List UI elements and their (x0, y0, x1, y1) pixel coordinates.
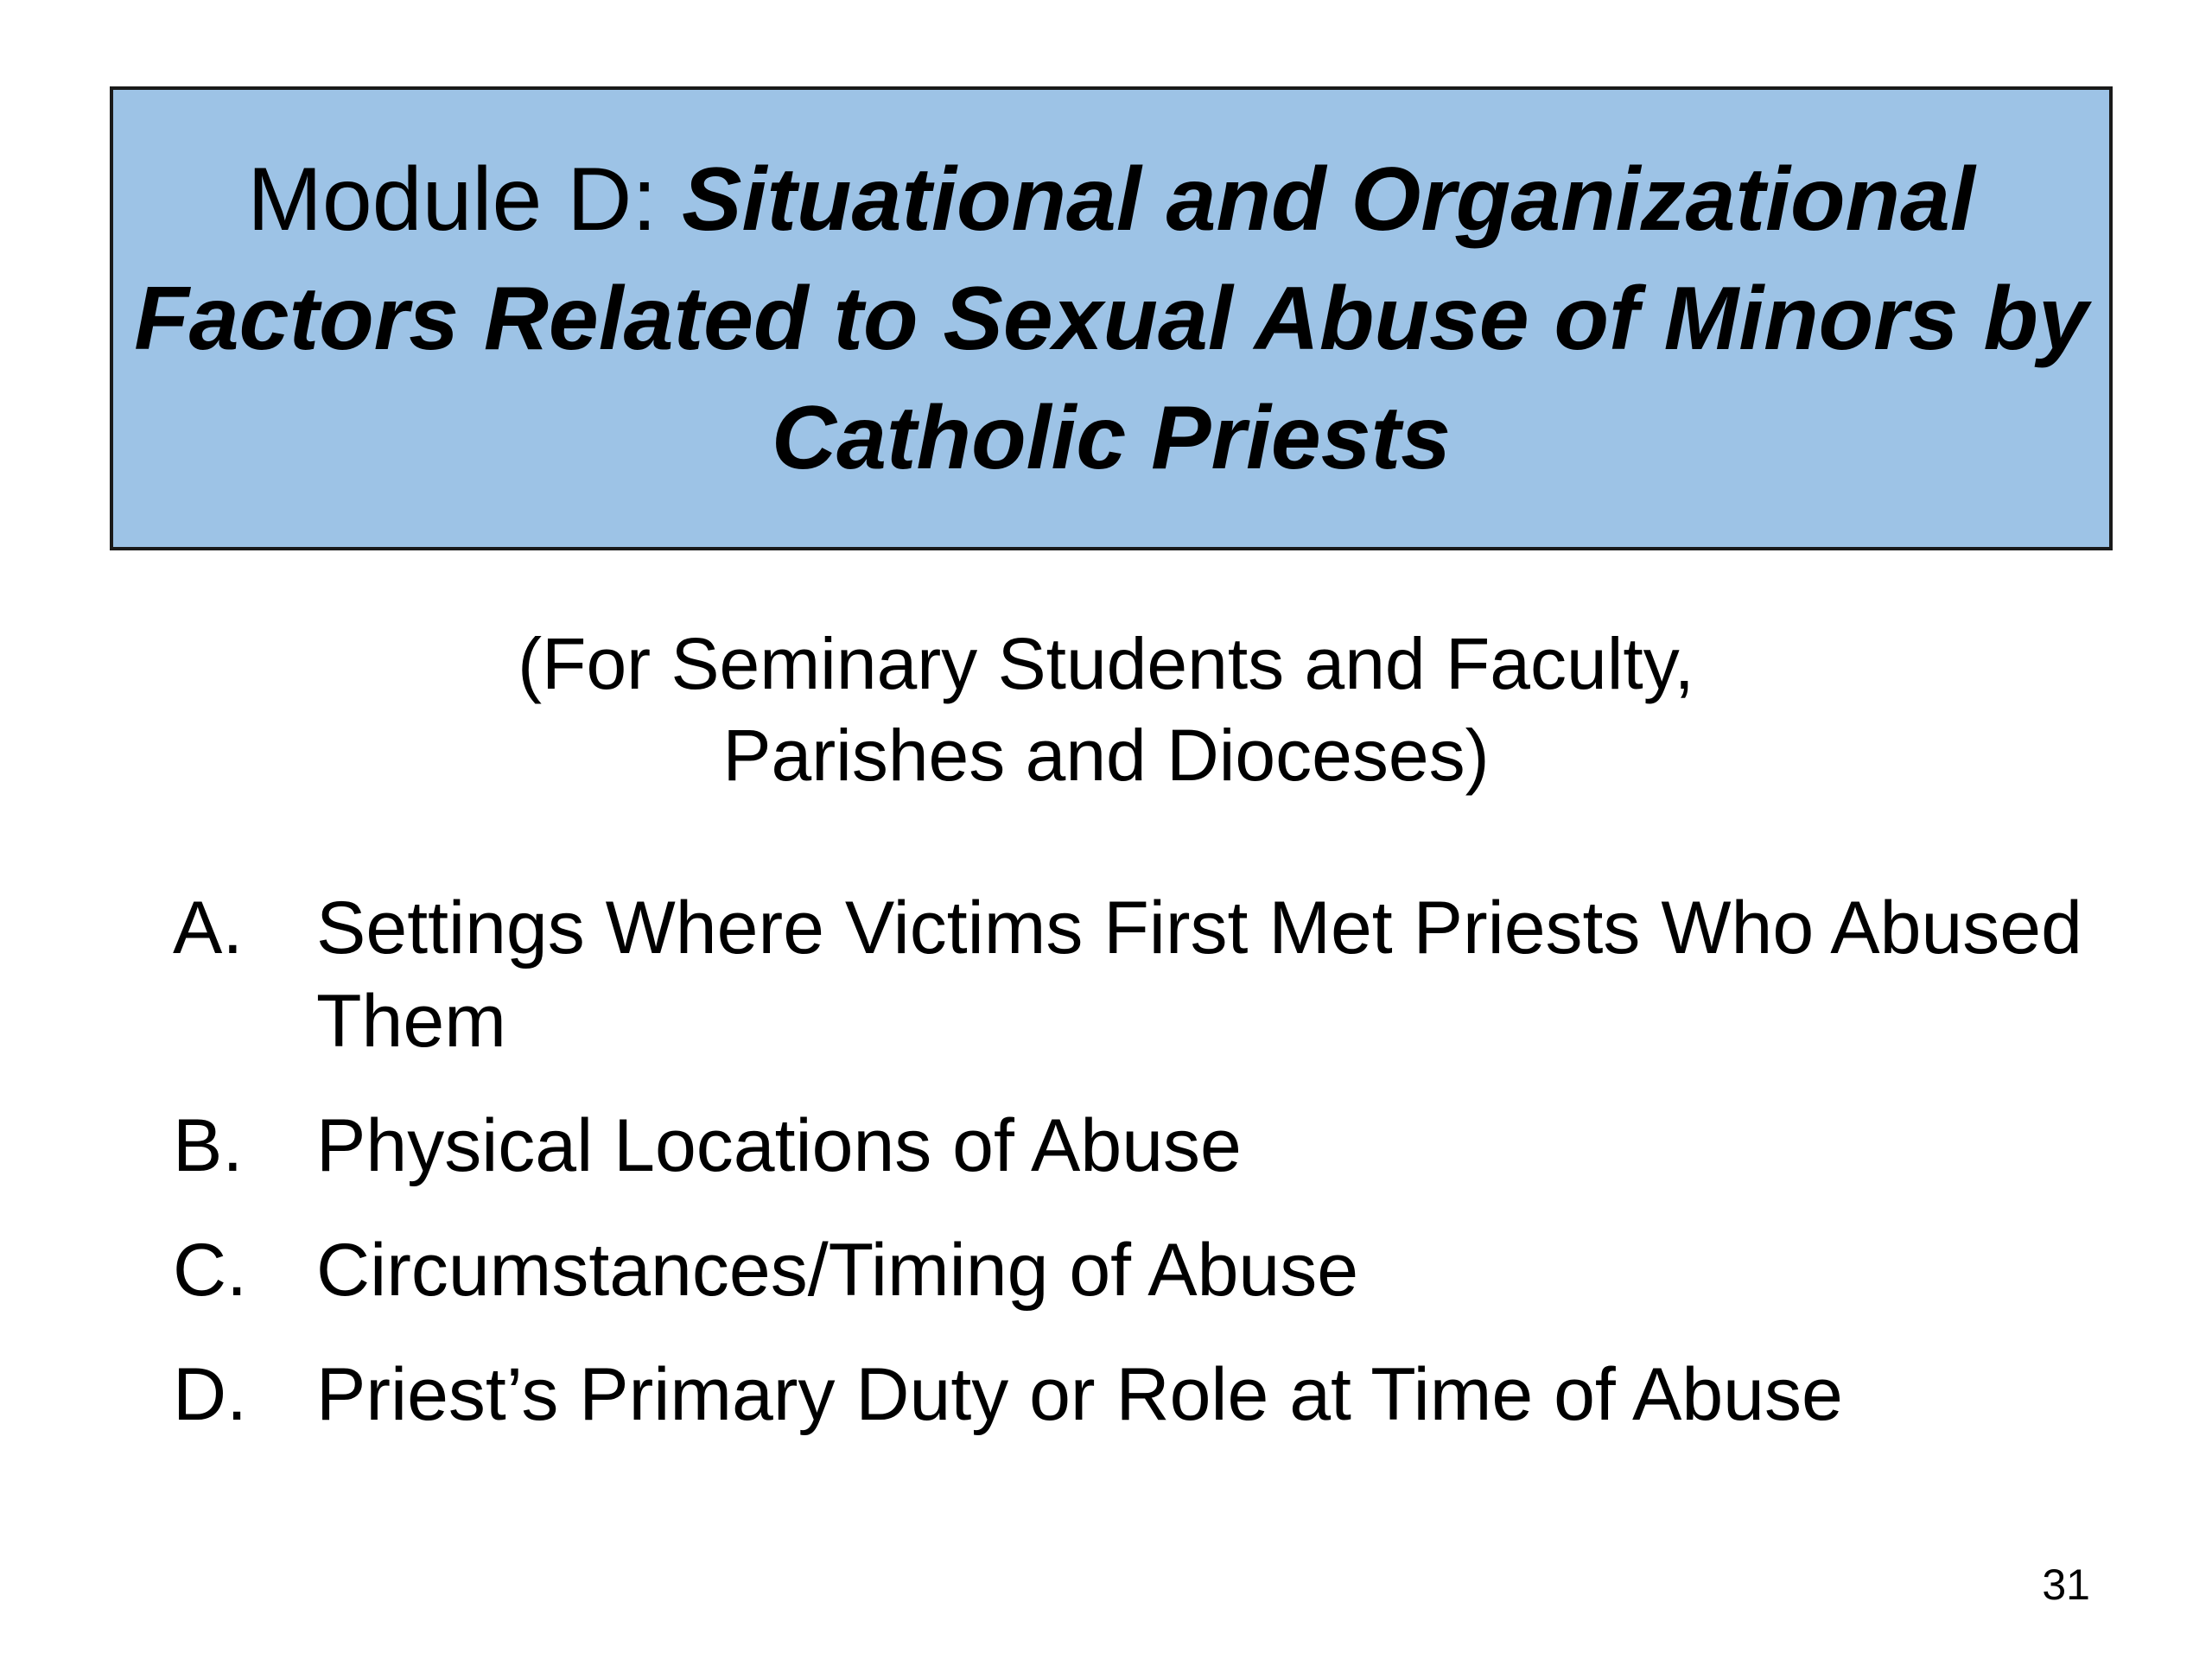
outline-text: Settings Where Victims First Met Priests Who Abused Them (316, 887, 2082, 1063)
page-number: 31 (2042, 1560, 2090, 1609)
outline-marker: A. (173, 887, 244, 969)
outline-item-b (173, 1099, 2160, 1192)
outline-text: Circumstances/Timing of Abuse (316, 1229, 1359, 1312)
title-box (110, 86, 2113, 550)
outline-text: Physical Locations of Abuse (316, 1104, 1242, 1187)
outline-item-c (173, 1224, 2160, 1317)
outline-marker: C. (173, 1229, 247, 1312)
subtitle-line-2: Parishes and Dioceses) (722, 715, 1490, 796)
outline-item-d (173, 1348, 2160, 1441)
outline-list (173, 881, 2160, 1472)
outline-item-a (173, 881, 2160, 1068)
slide-title (126, 140, 2096, 498)
outline-text: Priest’s Primary Duty or Role at Time of Abuse (316, 1353, 1843, 1436)
title-emphasis: Situational and Organizational Factors Related to Sexual Abuse of Minors by Catholic Priests (134, 149, 2088, 488)
subtitle (0, 618, 2212, 801)
subtitle-line-1: (For Seminary Students and Faculty, (518, 623, 1694, 704)
outline-marker: D. (173, 1353, 247, 1436)
title-prefix: Module D: (247, 149, 683, 250)
outline-marker: B. (173, 1104, 244, 1187)
